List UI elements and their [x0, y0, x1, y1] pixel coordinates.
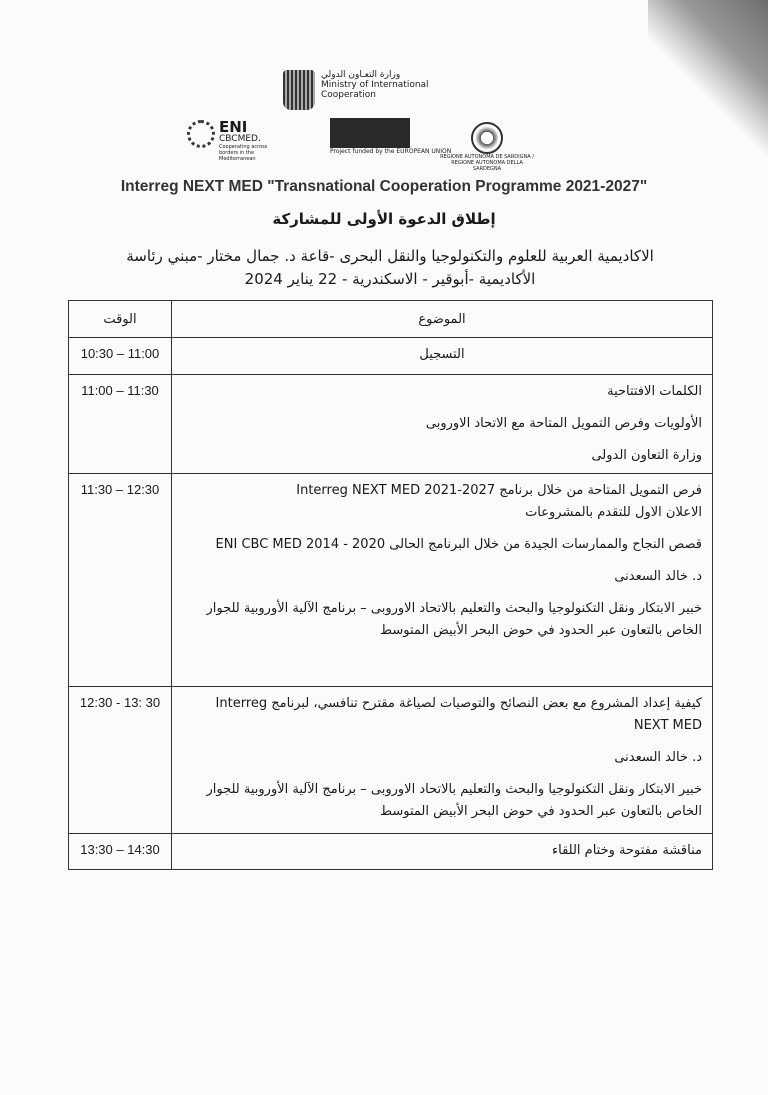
- topic-line: د. خالد السعدنى: [614, 750, 702, 765]
- topic-line: كيفية إعداد المشروع مع بعض النصائح والتوصيات لصياغة مقترح تنافسي، لبرنامج Interreg NEXT MED: [215, 696, 702, 733]
- table-row: [69, 338, 713, 375]
- sardegna-caption: REGIONE AUTONOMA DE SARDIGNA / REGIONE AUTONOMA DELLA SARDEGNA: [440, 154, 534, 172]
- eni-tagline: Cooperating across borders in the Mediterranean: [219, 144, 268, 162]
- table-row: [69, 834, 713, 870]
- crest-icon: [471, 122, 503, 154]
- table-row: [69, 474, 713, 687]
- topic-cell: [172, 375, 713, 474]
- eu-flag-icon: [330, 118, 410, 148]
- topic-line: الأولويات وفرص التمويل المتاحة مع الاتحاد الاوروبى: [425, 416, 702, 431]
- eagle-emblem-icon: [283, 70, 315, 110]
- topic-cell: [172, 687, 713, 834]
- time-cell: 13:30 – 14:30: [69, 834, 172, 870]
- document-title: Interreg NEXT MED "Transnational Cooperation Programme 2021-2027": [120, 178, 648, 195]
- table-row: [69, 375, 713, 474]
- eu-caption: Project funded by the EUROPEAN UNION: [330, 148, 452, 155]
- sardegna-logo: [437, 122, 537, 172]
- ministry-logo: [283, 70, 431, 110]
- eni-cbcmed-logo: [187, 120, 279, 162]
- agenda-table: [68, 300, 713, 870]
- topic-line: قصص النجاح والممارسات الجيدة من خلال البرنامج الحالى ENI CBC MED 2014 - 2020: [215, 537, 702, 552]
- venue-line-2: الأكاديمية -أبوقير - الاسكندرية - 22 يناير 2024: [244, 270, 536, 288]
- venue: [70, 245, 710, 291]
- topic-line: د. خالد السعدنى: [614, 569, 702, 584]
- table-header-row: [69, 301, 713, 338]
- header-topic: الموضوع: [172, 301, 713, 338]
- document-subtitle: إطلاق الدعوة الأولى للمشاركة: [272, 210, 496, 228]
- sun-icon: [187, 120, 215, 148]
- ministry-name-en: Ministry of International Cooperation: [321, 80, 429, 100]
- topic-line: فرص التمويل المتاحة من خلال برنامج Interreg NEXT MED 2021-2027: [296, 483, 702, 498]
- table-row: [69, 687, 713, 834]
- topic-line: الاعلان الاول للتقدم بالمشروعات: [525, 505, 702, 520]
- topic-line: مناقشة مفتوحة وختام اللقاء: [552, 843, 702, 858]
- topic-line: خبير الابتكار ونقل التكنولوجيا والبحث والتعليم بالاتحاد الاوروبى – برنامج الآلية الأوروبية للجوار الخاص بالتعاون عبر الحدود في حوض البحر الأبيض المتوسط: [206, 782, 702, 819]
- header-time: الوقت: [69, 301, 172, 338]
- topic-line: وزارة التعاون الدولى: [591, 448, 702, 463]
- topic-line: الكلمات الافتتاحية: [607, 384, 702, 399]
- ministry-name-ar: وزارة التعـاون الدولي: [321, 70, 401, 80]
- topic-cell: [172, 474, 713, 687]
- time-cell: 11:00 – 11:30: [69, 375, 172, 474]
- topic-line: التسجيل: [419, 347, 465, 362]
- topic-line: خبير الابتكار ونقل التكنولوجيا والبحث والتعليم بالاتحاد الاوروبى – برنامج الآلية الأوروبية للجوار الخاص بالتعاون عبر الحدود في حوض البحر الأبيض المتوسط: [206, 601, 702, 638]
- time-cell: 11:30 – 12:30: [69, 474, 172, 687]
- eu-logo: [330, 118, 451, 155]
- cbcmed-text: CBCMED.: [219, 134, 261, 144]
- eni-text: ENI: [219, 118, 248, 136]
- topic-cell: [172, 338, 713, 375]
- scan-shadow: [648, 0, 768, 170]
- time-cell: 10:30 – 11:00: [69, 338, 172, 375]
- venue-line-1: الاكاديمية العربية للعلوم والتكنولوجيا والنقل البحرى -قاعة د. جمال مختار -مبني رئاسة: [126, 247, 654, 265]
- topic-cell: [172, 834, 713, 870]
- time-cell: 12:30 - 13: 30: [69, 687, 172, 834]
